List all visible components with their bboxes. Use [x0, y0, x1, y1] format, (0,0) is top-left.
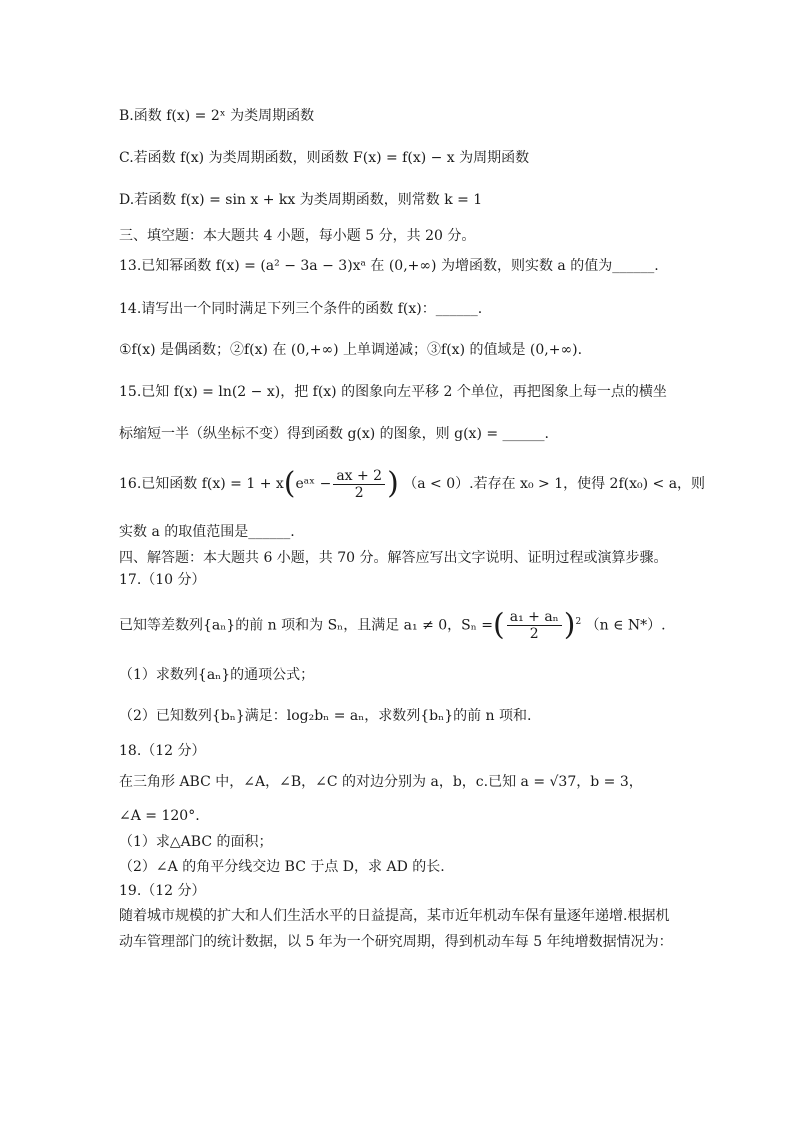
fraction-denominator: 2 — [529, 626, 539, 643]
left-paren: ( — [283, 466, 296, 501]
section-heading-solve: 四、解答题：本大题共 6 小题，共 70 分。解答应写出文字说明、证明过程或演算步骤。 — [119, 550, 668, 566]
right-paren: ) — [387, 466, 399, 501]
question-13: 13.已知幂函数 f(x) = (a² − 3a − 3)xᵃ 在 (0,+∞) 为增函数，则实数 a 的值为______. — [119, 258, 659, 274]
question-19-line-2: 动车管理部门的统计数据，以 5 年为一个研究周期，得到机动车每 5 年纯增数据情况为： — [119, 934, 673, 950]
question-16 — [119, 462, 705, 506]
question-16-fraction — [333, 468, 385, 501]
question-17-statement — [119, 600, 666, 648]
section-heading-fill-in: 三、填空题：本大题共 4 小题，每小题 5 分，共 20 分。 — [119, 228, 476, 244]
right-paren: ) — [563, 607, 576, 643]
question-18-statement: 在三角形 ABC 中，∠A，∠B，∠C 的对边分别为 a，b，c.已知 a = √37，b = 3， — [119, 774, 643, 790]
fraction-numerator: ax + 2 — [333, 468, 385, 485]
fraction-numerator: a₁ + aₙ — [507, 609, 562, 626]
question-16-lead: 16.已知函数 f(x) = 1 + x — [119, 476, 284, 492]
question-17-tail: （n ∈ N*）. — [585, 617, 666, 634]
option-c: C.若函数 f(x) 为类周期函数，则函数 F(x) = f(x) − x 为周期函数 — [119, 150, 530, 166]
left-paren: ( — [493, 607, 505, 643]
question-14-conditions: ①f(x) 是偶函数；②f(x) 在 (0,+∞) 上单调递减；③f(x) 的值域是 (0,+∞). — [119, 342, 583, 358]
question-14: 14.请写出一个同时满足下列三个条件的函数 f(x)：______. — [119, 301, 483, 317]
fraction-denominator: 2 — [354, 484, 364, 501]
question-17-part-1: （1）求数列{aₙ}的通项公式； — [119, 667, 315, 683]
question-19-header: 19.（12 分） — [119, 883, 206, 899]
square-exponent: 2 — [575, 617, 582, 627]
question-17-part-2: （2）已知数列{bₙ}满足：log₂bₙ = aₙ，求数列{bₙ}的前 n 项和. — [119, 708, 532, 724]
question-16-exp-term: eᵃˣ − — [295, 476, 332, 492]
question-18-part-2: （2）∠A 的角平分线交边 BC 于点 D，求 AD 的长. — [119, 859, 445, 875]
question-16-tail: （a < 0）.若存在 x₀ > 1，使得 2f(x₀) < a，则 — [403, 476, 706, 492]
option-b: B.函数 f(x) = 2ˣ 为类周期函数 — [119, 108, 315, 124]
question-16-line-2: 实数 a 的取值范围是______. — [119, 524, 295, 540]
question-17-header: 17.（10 分） — [119, 572, 206, 588]
question-15-line-1: 15.已知 f(x) = ln(2 − x)，把 f(x) 的图象向左平移 2 个单位，再把图象上每一点的横坐 — [119, 384, 667, 400]
question-18-part-1: （1）求△ABC 的面积； — [119, 834, 273, 850]
question-15-line-2: 标缩短一半（纵坐标不变）得到函数 g(x) 的图象，则 g(x) = ______. — [119, 426, 549, 442]
option-d: D.若函数 f(x) = sin x + kx 为类周期函数，则常数 k = 1 — [119, 192, 483, 208]
question-18-angle: ∠A = 120°. — [119, 808, 200, 824]
question-18-header: 18.（12 分） — [119, 743, 206, 759]
question-17-lead: 已知等差数列{aₙ}的前 n 项和为 Sₙ，且满足 a₁ ≠ 0，Sₙ = — [119, 617, 494, 634]
question-19-line-1: 随着城市规模的扩大和人们生活水平的日益提高，某市近年机动车保有量逐年递增.根据机 — [119, 908, 670, 924]
question-17-fraction — [507, 609, 562, 642]
